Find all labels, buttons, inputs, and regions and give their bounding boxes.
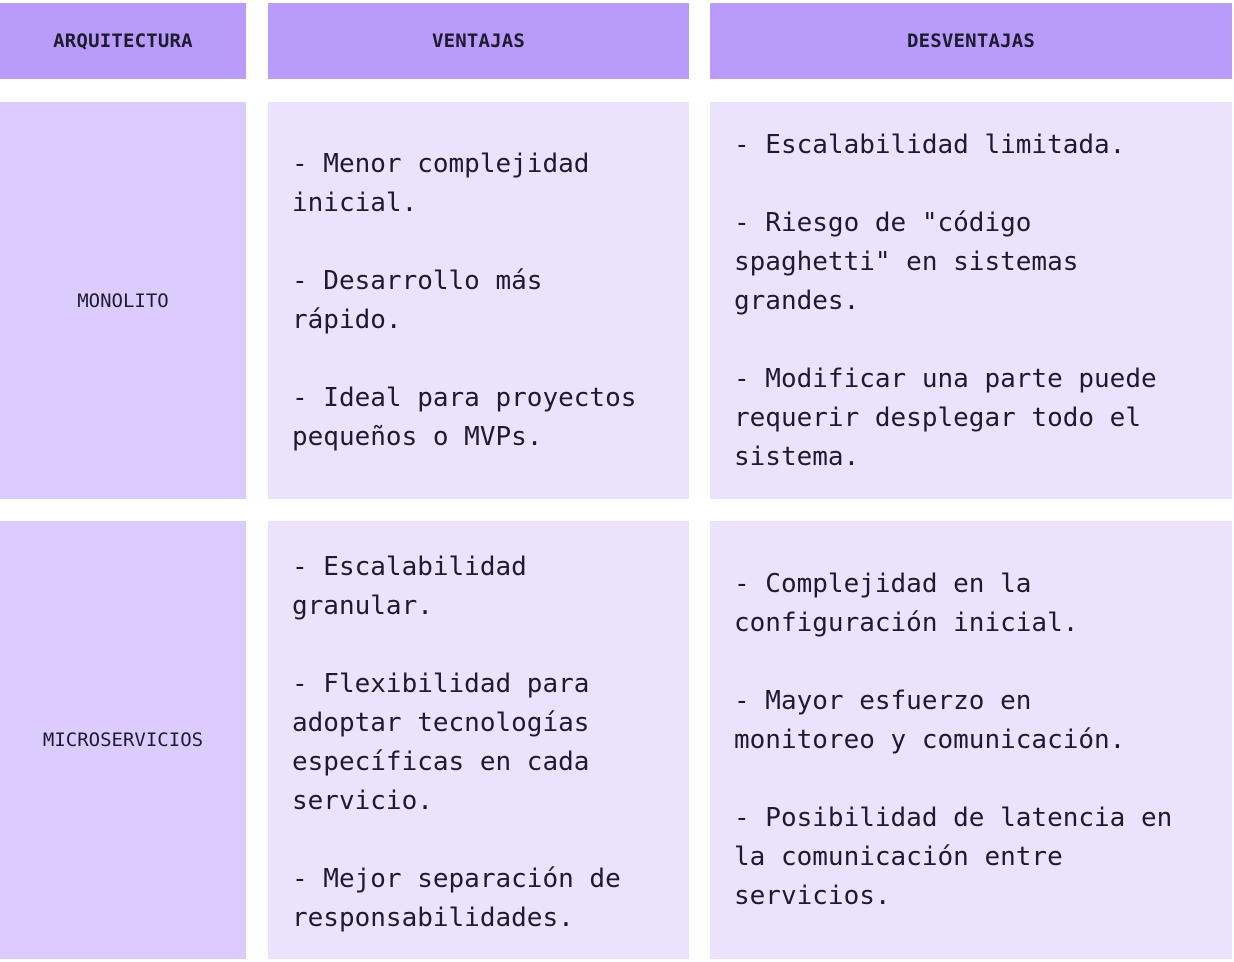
row-monolito-architecture: MONOLITO: [0, 102, 246, 499]
row-microservicios-disadvantages: [710, 521, 1232, 959]
advantage-item: - Mejor separación de responsabilidades.: [292, 864, 621, 933]
disadvantage-item: - Complejidad en la configuración inicial.: [734, 568, 1079, 638]
disadvantage-item: - Posibilidad de latencia en la comunicación entre servicios.: [734, 802, 1173, 911]
disadvantage-item: - Mayor esfuerzo en monitoreo y comunicación.: [734, 685, 1126, 755]
row-microservicios-advantages: [268, 521, 689, 959]
advantage-item: - Desarrollo más rápido.: [292, 265, 543, 335]
disadvantage-item: - Escalabilidad limitada.: [734, 130, 1126, 160]
disadvantage-item: - Riesgo de "código spaghetti" en sistemas grandes.: [734, 208, 1079, 316]
row-monolito-disadvantages: [710, 102, 1232, 499]
header-disadvantages: DESVENTAJAS: [710, 3, 1232, 79]
advantage-item: - Menor complejidad inicial.: [292, 148, 590, 218]
advantage-item: - Escalabilidad granular.: [292, 552, 527, 621]
row-microservicios-architecture: MICROSERVICIOS: [0, 521, 246, 959]
header-architecture: ARQUITECTURA: [0, 3, 246, 79]
row-monolito-advantages: [268, 102, 689, 499]
disadvantage-item: - Modificar una parte puede requerir desplegar todo el sistema.: [734, 364, 1157, 472]
header-advantages: VENTAJAS: [268, 3, 689, 79]
advantage-item: - Ideal para proyectos pequeños o MVPs.: [292, 382, 637, 452]
advantage-item: - Flexibilidad para adoptar tecnologías específicas en cada servicio.: [292, 669, 590, 816]
